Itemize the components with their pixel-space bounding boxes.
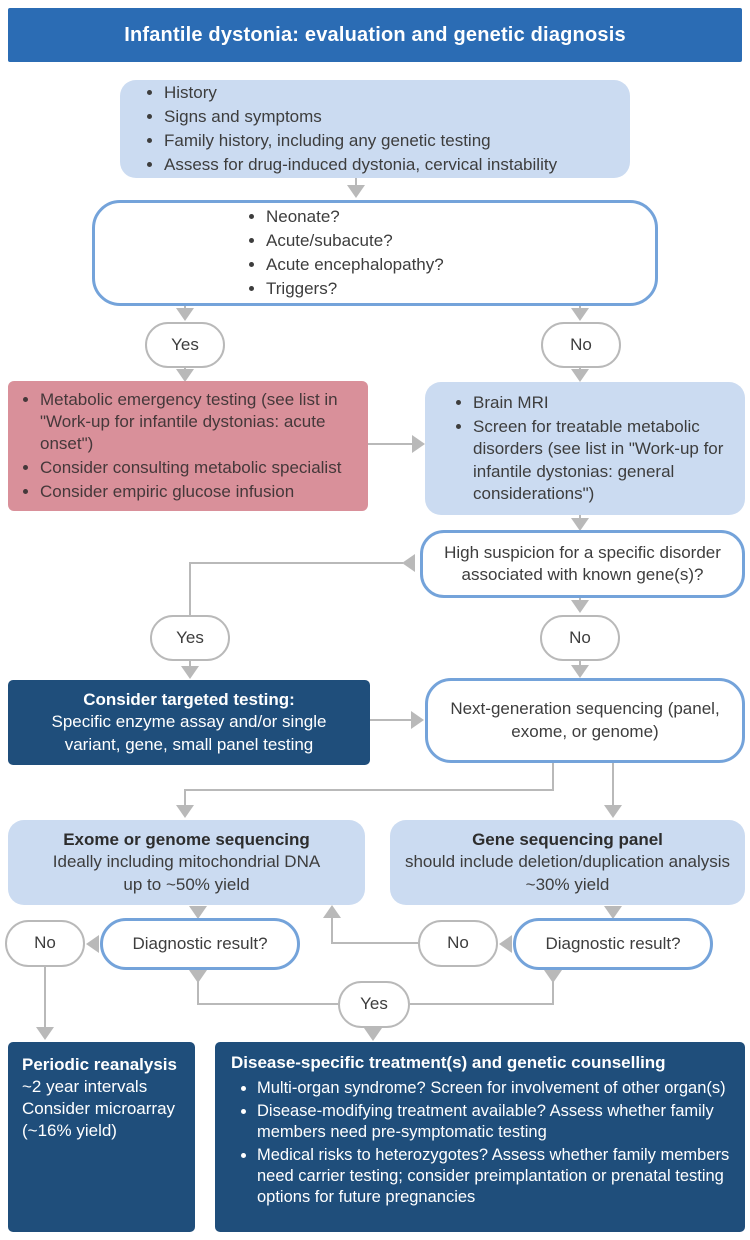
list-item: • Signs and symptoms <box>164 106 616 128</box>
connector-line <box>184 789 554 791</box>
arrow-up-icon <box>323 905 341 918</box>
no-label: No <box>570 334 592 354</box>
no-label-oval <box>541 322 621 368</box>
arrow-right-icon <box>411 711 424 729</box>
list-item: • Assess for drug-induced dystonia, cervical instability <box>164 154 616 176</box>
arrow-left-icon <box>86 935 99 953</box>
history-list <box>138 80 616 178</box>
connector-line <box>331 942 418 944</box>
arrow-down-icon <box>347 185 365 198</box>
yes-label-oval <box>150 615 230 661</box>
periodic-reanalysis-heading: Periodic reanalysis <box>22 1055 177 1074</box>
arrow-down-icon <box>571 369 589 382</box>
initial-workup-box <box>425 382 745 515</box>
exome-genome-line1: Ideally including mitochondrial DNA <box>52 852 321 872</box>
diagnostic-result-box: Diagnostic result? <box>513 918 713 970</box>
treatment-counselling-heading: Disease-specific treatment(s) and genetic counselling <box>231 1053 666 1072</box>
connector-line <box>44 967 46 1028</box>
list-item: • Consider consulting metabolic specialist <box>40 457 358 479</box>
arrow-left-icon <box>499 935 512 953</box>
connector-line <box>552 981 554 1005</box>
list-item: Consider microarray <box>22 1099 176 1119</box>
list-item: • Consider empiric glucose infusion <box>40 481 358 503</box>
arrow-down-icon <box>36 1027 54 1040</box>
list-item: • Metabolic emergency testing (see list in "Work-up for infantile dystonias: acute onset") <box>40 389 358 455</box>
list-item: ~2 year intervals <box>22 1077 148 1097</box>
yes-label: Yes <box>171 334 199 354</box>
ngs-box: Next-generation sequencing (panel, exome, or genome) <box>425 678 745 763</box>
targeted-testing-body: Specific enzyme assay and/or single variant, gene, small panel testing <box>51 712 327 754</box>
no-label-oval <box>418 920 498 967</box>
no-label-oval <box>5 920 85 967</box>
metabolic-emergency-box <box>8 381 368 511</box>
no-label: No <box>447 933 469 953</box>
arrow-down-icon <box>176 805 194 818</box>
exome-genome-box <box>8 820 365 905</box>
targeted-testing-box <box>8 680 370 765</box>
list-item: • Family history, including any genetic testing <box>164 130 616 152</box>
arrow-right-icon <box>412 435 425 453</box>
diagnostic-result-box: Diagnostic result? <box>100 918 300 970</box>
exome-genome-heading: Exome or genome sequencing <box>63 830 310 850</box>
connector-line <box>197 981 199 1005</box>
onset-question-list <box>240 204 655 302</box>
list-item: • Acute/subacute? <box>266 230 655 252</box>
connector-line <box>612 763 614 807</box>
gene-panel-line2: ~30% yield <box>525 874 610 894</box>
yes-label: Yes <box>360 994 388 1014</box>
periodic-reanalysis-box <box>8 1042 195 1232</box>
connector-line <box>410 1003 554 1005</box>
arrow-down-icon <box>604 805 622 818</box>
high-suspicion-decision-box: High suspicion for a specific disorder associated with known gene(s)? <box>420 530 745 598</box>
list-item: • Neonate? <box>266 206 655 228</box>
connector-line <box>331 916 333 944</box>
connector-line <box>370 719 412 721</box>
list-item: • Medical risks to heterozygotes? Assess whether family members need carrier testing; consider preimplantation or prenatal testing options for future pregnancies <box>257 1145 731 1208</box>
page-title: Infantile dystonia: evaluation and genetic diagnosis <box>8 8 742 62</box>
gene-panel-line1: should include deletion/duplication analysis <box>404 852 731 872</box>
arrow-down-icon <box>571 308 589 321</box>
gene-panel-box <box>390 820 745 905</box>
no-label: No <box>569 627 591 647</box>
no-label-oval <box>540 615 620 661</box>
metabolic-emergency-list <box>14 387 358 505</box>
list-item: • History <box>164 82 616 104</box>
yes-label: Yes <box>176 627 204 647</box>
connector-line <box>552 763 554 791</box>
connector-line <box>197 1003 338 1005</box>
history-box <box>120 80 630 178</box>
connector-line <box>368 443 413 445</box>
list-item: • Brain MRI <box>473 392 733 414</box>
list-item: • Triggers? <box>266 278 655 300</box>
arrow-down-icon <box>571 600 589 613</box>
list-item: • Disease-modifying treatment available? Assess whether family members need pre-symptomatic testing <box>257 1101 731 1143</box>
arrow-down-icon <box>181 666 199 679</box>
list-item: • Multi-organ syndrome? Screen for involvement of other organ(s) <box>257 1078 731 1099</box>
connector-line <box>189 562 191 615</box>
treatment-counselling-box <box>215 1042 745 1232</box>
yes-label-oval <box>145 322 225 368</box>
periodic-reanalysis-lines <box>22 1076 185 1142</box>
list-item: (~16% yield) <box>22 1121 117 1141</box>
arrow-down-icon <box>364 1028 382 1041</box>
onset-decision-box <box>92 200 658 306</box>
gene-panel-heading: Gene sequencing panel <box>472 830 663 850</box>
list-item: • Screen for treatable metabolic disorders (see list in "Work-up for infantile dystonias: general considerations") <box>473 416 733 504</box>
arrow-down-icon <box>176 308 194 321</box>
treatment-counselling-list <box>231 1076 731 1211</box>
yes-label-oval <box>338 981 410 1028</box>
targeted-testing-heading: Consider targeted testing: <box>83 690 295 710</box>
connector-line <box>189 562 403 564</box>
arrow-left-icon <box>402 554 415 572</box>
arrow-down-icon <box>571 665 589 678</box>
no-label: No <box>34 933 56 953</box>
list-item: • Acute encephalopathy? <box>266 254 655 276</box>
exome-genome-line2: up to ~50% yield <box>123 874 250 894</box>
initial-workup-list <box>447 390 733 506</box>
